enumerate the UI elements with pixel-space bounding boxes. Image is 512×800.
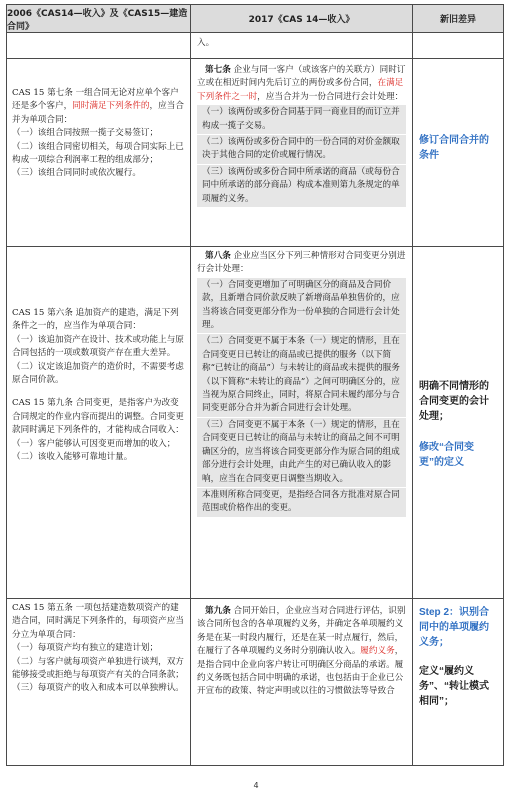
row0-diff-cell bbox=[413, 33, 503, 58]
cas15-art7-item: （二）该组合同密切相关，每项合同实际上已构成一项综合利润率工程的组成部分； bbox=[12, 141, 184, 166]
cas15-art5-item: （二）与客户就每项资产单独进行谈判，双方能够接受或拒绝与每项资产有关的合同条款； bbox=[12, 656, 184, 681]
table-row bbox=[7, 247, 503, 599]
row2-diff-cell bbox=[413, 247, 503, 598]
comparison-table bbox=[6, 4, 504, 766]
row1-diff-note: 修订合同合并的条件 bbox=[419, 135, 489, 161]
cas14-art8-item: （二）合同变更不属于本条（一）规定的情形，且在合同变更日已转让的商品或已提供的服务（以下简称“已转让的商品”）与未转让的商品或未提供的服务（以下简称“未转让的商品”）之间可明确区分的，应当视为原合同终止，同时，将原合同未履约部分与合同变更部分合并为新合同进行会计处理。 bbox=[197, 334, 406, 416]
cas15-art6-item: （一）该追加资产在设计、技术或功能上与原合同包括的一项或数项资产存在重大差异。 bbox=[12, 334, 184, 359]
header-col-old-standard: 2006《CAS14—收入》及《CAS15—建造合同》 bbox=[7, 5, 191, 32]
row1-old-cell bbox=[7, 59, 191, 246]
cas15-art9-item: （二）该收入能够可靠地计量。 bbox=[12, 452, 133, 463]
cas14-art7-item: （三）该两份或多份合同中所承诺的商品（或每份合同中所承诺的部分商品）构成本准则第九条规定的单项履约义务。 bbox=[197, 165, 406, 207]
row1-diff-cell bbox=[413, 59, 503, 246]
cas14-art8-item: （三）合同变更不属于本条（一）规定的情形，且在合同变更日已转让的商品与未转让的商品之间不可明确区分的，应当将该合同变更部分作为原合同的组成部分进行会计处理，由此产生的对已确认收入的影响，应当在合同变更日调整当期收入。 bbox=[197, 418, 406, 487]
header-col-differences: 新旧差异 bbox=[439, 15, 476, 25]
row2-diff-note-b: 修改“合同变更”的定义 bbox=[419, 442, 474, 468]
row3-new-cell bbox=[191, 599, 413, 765]
row0-old-cell bbox=[7, 33, 191, 58]
row0-new-cell bbox=[191, 33, 413, 58]
cas14-art9-text: 第九条 合同开始日，企业应当对合同进行评估，识别该合同所包含的各单项履约义务，并确定各单项履约义务是在某一时段内履行，还是在某一时点履行，然后，在履行了各单项履约义务时分别确认收入。履约义务，是指合同中企业向客户转让可明确区分商品的承诺。履约义务既包括合同中明确的承诺，也包括由于企业已公开宣布的政策、特定声明或以往的习惯做法等导致合 bbox=[197, 606, 406, 697]
header-col-new-standard: 2017《CAS 14—收入》 bbox=[191, 5, 413, 32]
cas15-art7-title: CAS 15 第七条 一组合同无论对应单个客户还是多个客户，同时满足下列条件的，应当合并为单项合同： bbox=[12, 88, 184, 125]
cas14-art7-title: 第七条 企业与同一客户（或该客户的关联方）同时订立或在相近时间内先后订立的两份或多份合同，在满足下列条件之一时，应当合并为一份合同进行会计处理： bbox=[197, 65, 406, 102]
cas15-art5-item: （一）每项资产均有独立的建造计划； bbox=[12, 643, 159, 654]
cas14-art8-title: 第八条 企业应当区分下列三种情形对合同变更分别进行会计处理： bbox=[197, 251, 406, 275]
cas15-art6-title: CAS 15 第六条 追加资产的建造，满足下列条件之一的，应当作为单项合同： bbox=[12, 308, 179, 332]
table-row bbox=[7, 33, 503, 59]
cas14-art8-item: （一）合同变更增加了可明确区分的商品及合同价款，且新增合同价款反映了新增商品单独售价的，应当将该合同变更部分作为一份单独的合同进行会计处理。 bbox=[197, 278, 406, 334]
row3-diff-note-a: Step 2：识别合同中的单项履约义务； bbox=[419, 607, 490, 648]
cas14-art7-item: （一）该两份或多份合同基于同一商业目的而订立并构成一揽子交易。 bbox=[197, 105, 406, 134]
row3-diff-cell bbox=[413, 599, 503, 765]
row0-new-tail: 入。 bbox=[197, 38, 215, 48]
row2-old-cell bbox=[7, 247, 191, 598]
cas15-art7-item: （三）该组合同同时或依次履行。 bbox=[12, 168, 141, 179]
table-header-row bbox=[7, 5, 503, 33]
row3-old-cell bbox=[7, 599, 191, 765]
cas15-art9-item: （一）客户能够认可因变更而增加的收入； bbox=[12, 438, 176, 449]
row3-diff-note-b: 定义“履约义务”、“转让模式相同”； bbox=[419, 666, 489, 707]
row2-new-cell bbox=[191, 247, 413, 598]
table-row bbox=[7, 599, 503, 765]
cas14-art7-item: （二）该两份或多份合同中的一份合同的对价金额取决于其他合同的定价或履行情况。 bbox=[197, 135, 406, 164]
row2-diff-note-a: 明确不同情形的合同变更的会计处理； bbox=[419, 381, 489, 422]
row1-new-cell bbox=[191, 59, 413, 246]
cas15-art9-title: CAS 15 第九条 合同变更，是指客户为改变合同规定的作业内容而提出的调整。合同变更款同时满足下列条件的，才能构成合同收入： bbox=[12, 398, 184, 436]
cas14-art8-footer: 本准则所称合同变更，是指经合同各方批准对原合同范围或价格作出的变更。 bbox=[197, 488, 406, 517]
cas15-art6-item: （二）议定该追加资产的造价时，不需要考虑原合同价款。 bbox=[12, 361, 184, 386]
cas15-art5-item: （三）每项资产的收入和成本可以单独辨认。 bbox=[12, 683, 184, 694]
cas15-art7-item: （一）该组合同按照一揽子交易签订； bbox=[12, 128, 159, 139]
cas15-art5-title: CAS 15 第五条 一项包括建造数项资产的建造合同，同时满足下列条件的，每项资产应当分立为单项合同： bbox=[12, 603, 184, 640]
page-number: 4 bbox=[253, 781, 259, 790]
table-row bbox=[7, 59, 503, 247]
